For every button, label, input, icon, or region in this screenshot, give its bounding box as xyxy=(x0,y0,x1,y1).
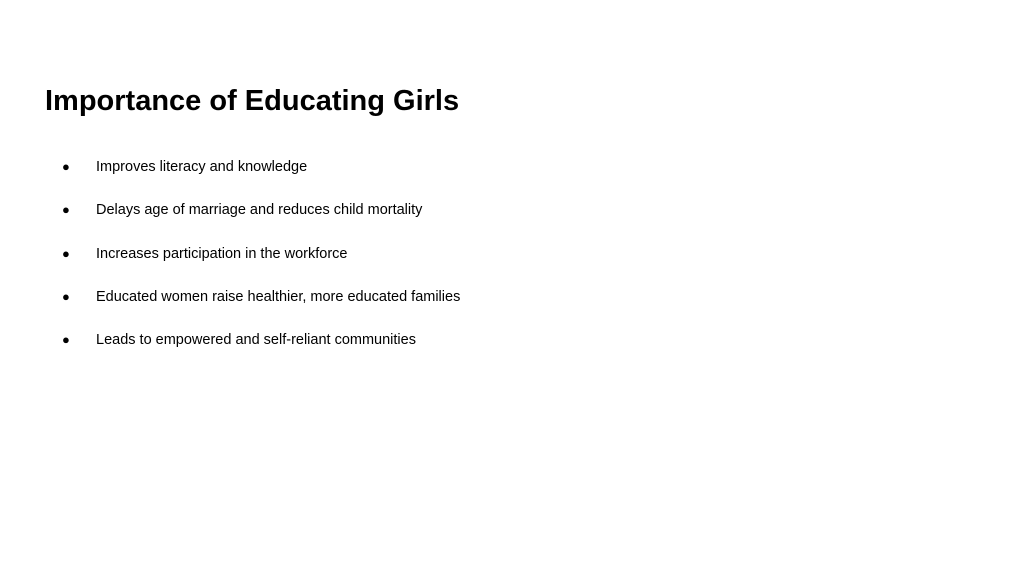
bullet-list xyxy=(0,153,1024,369)
bullet-text: Increases participation in the workforce xyxy=(96,245,348,262)
bullet-dot-icon: ● xyxy=(62,159,70,174)
bullet-text: Leads to empowered and self-reliant communities xyxy=(96,332,416,348)
bullet-text: Delays age of marriage and reduces child mortality xyxy=(96,202,423,219)
bullet-dot-icon: ● xyxy=(62,332,70,347)
bullet-item xyxy=(0,326,1024,369)
bullet-item xyxy=(0,283,1024,326)
bullet-dot-icon: ● xyxy=(62,245,70,261)
bullet-text: Improves literacy and knowledge xyxy=(96,159,308,175)
bullet-item xyxy=(0,196,1024,239)
bullet-text: Educated women raise healthier, more educated families xyxy=(96,288,461,305)
slide-title: Importance of Educating Girls xyxy=(45,85,460,117)
bullet-dot-icon: ● xyxy=(62,202,70,218)
bullet-dot-icon: ● xyxy=(62,288,70,304)
bullet-item xyxy=(0,153,1024,196)
bullet-item xyxy=(0,240,1024,283)
